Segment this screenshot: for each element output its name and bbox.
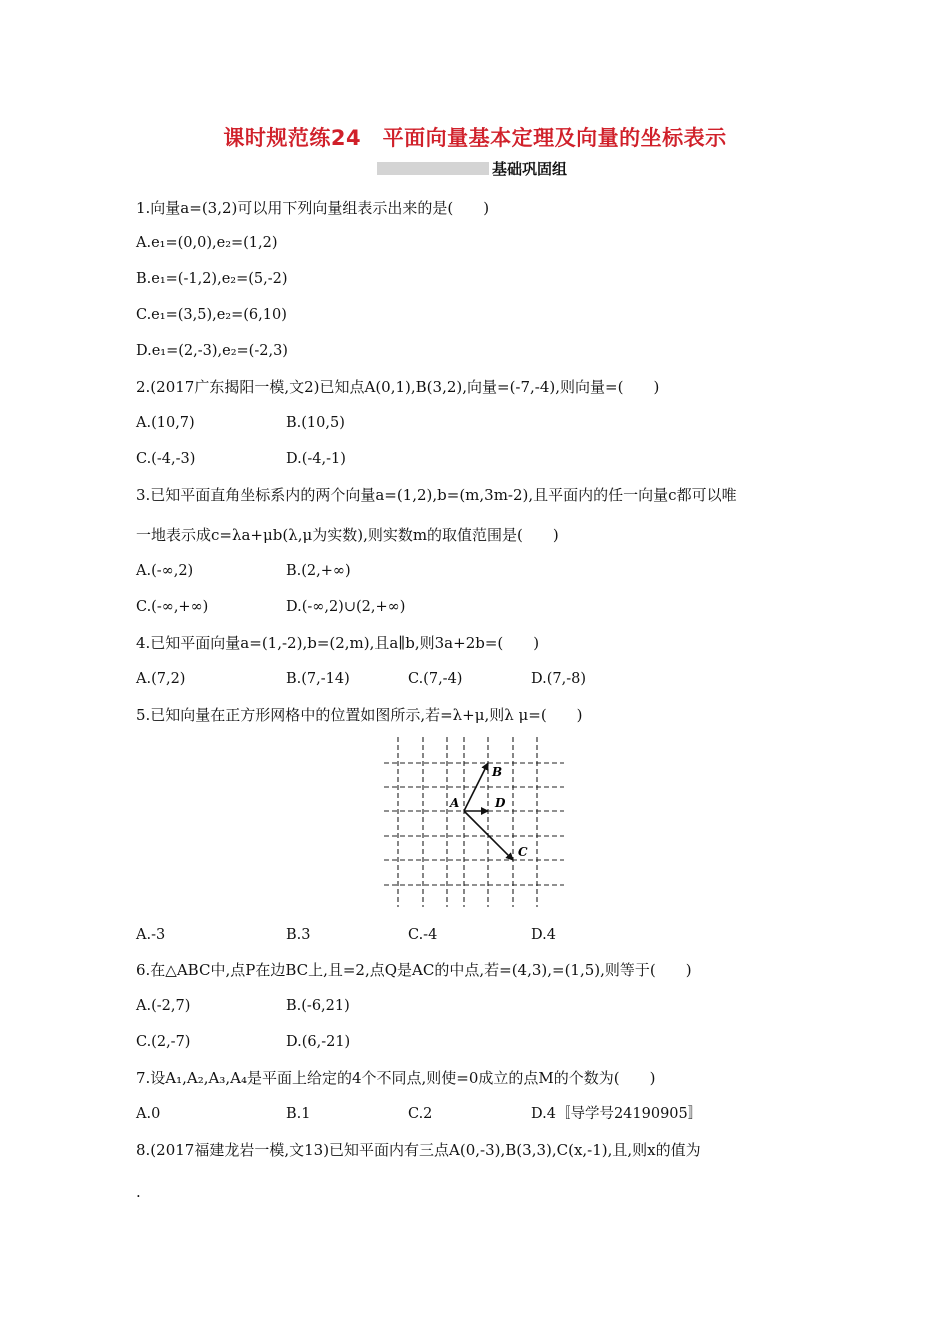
question-7-option-a: A.0 <box>136 1106 161 1122</box>
question-1-stem: 1.向量a=(3,2)可以用下列向量组表示出来的是( ) <box>136 199 490 217</box>
question-8-stem-line2: . <box>136 1183 141 1201</box>
question-6-option-d: D.(6,-21) <box>286 1034 351 1050</box>
question-2-option-d: D.(-4,-1) <box>286 451 346 467</box>
question-5-option-a: A.-3 <box>136 927 166 943</box>
question-4-option-a: A.(7,2) <box>136 671 186 687</box>
question-7-option-d: D.4〚导学号24190905〛 <box>531 1106 703 1122</box>
question-2-option-b: B.(10,5) <box>286 415 345 431</box>
point-label-d: D <box>495 796 506 810</box>
point-label-a: A <box>450 796 460 810</box>
page-title: 课时规范练24 平面向量基本定理及向量的坐标表示 <box>223 126 727 150</box>
question-5-option-c: C.-4 <box>408 927 438 943</box>
question-2-stem: 2.(2017广东揭阳一模,文2)已知点A(0,1),B(3,2),向量=(-7,-4),则向量=( ) <box>136 378 660 396</box>
question-1-option-c: C.e₁=(3,5),e₂=(6,10) <box>136 307 287 323</box>
question-1-option-b: B.e₁=(-1,2),e₂=(5,-2) <box>136 271 288 287</box>
question-7-option-c: C.2 <box>408 1106 433 1122</box>
question-2-option-c: C.(-4,-3) <box>136 451 196 467</box>
question-3-option-d: D.(-∞,2)∪(2,+∞) <box>286 599 406 615</box>
question-5-option-b: B.3 <box>286 927 311 943</box>
question-4-stem: 4.已知平面向量a=(1,-2),b=(2,m),且a∥b,则3a+2b=( ) <box>136 634 540 652</box>
section-label: 基础巩固组 <box>492 160 568 178</box>
question-5-option-d: D.4 <box>531 927 556 943</box>
question-3-option-b: B.(2,+∞) <box>286 563 351 579</box>
question-2-option-a: A.(10,7) <box>136 415 195 431</box>
question-7-stem: 7.设A₁,A₂,A₃,A₄是平面上给定的4个不同点,则使=0成立的点M的个数为( ) <box>136 1069 656 1087</box>
question-3-stem-line2: 一地表示成c=λa+μb(λ,μ为实数),则实数m的取值范围是( ) <box>136 526 559 544</box>
question-3-stem-line1: 3.已知平面直角坐标系内的两个向量a=(1,2),b=(m,3m-2),且平面内的任一向量c都可以唯 <box>136 486 737 504</box>
point-label-c: C <box>518 845 528 859</box>
question-7-option-b: B.1 <box>286 1106 311 1122</box>
question-8-stem-line1: 8.(2017福建龙岩一模,文13)已知平面内有三点A(0,-3),B(3,3),C(x,-1),且,则x的值为 <box>136 1141 701 1159</box>
question-5-stem: 5.已知向量在正方形网格中的位置如图所示,若=λ+μ,则λ μ=( ) <box>136 706 583 724</box>
section-bar <box>377 162 489 175</box>
question-6-option-c: C.(2,-7) <box>136 1034 191 1050</box>
question-3-option-a: A.(-∞,2) <box>136 563 194 579</box>
point-label-b: B <box>492 765 503 779</box>
question-4-option-b: B.(7,-14) <box>286 671 350 687</box>
question-1-option-a: A.e₁=(0,0),e₂=(1,2) <box>136 235 278 251</box>
question-6-option-a: A.(-2,7) <box>136 998 191 1014</box>
question-3-option-c: C.(-∞,+∞) <box>136 599 209 615</box>
question-4-option-d: D.(7,-8) <box>531 671 586 687</box>
question-1-option-d: D.e₁=(2,-3),e₂=(-2,3) <box>136 343 288 359</box>
question-6-option-b: B.(-6,21) <box>286 998 350 1014</box>
question-6-stem: 6.在△ABC中,点P在边BC上,且=2,点Q是AC的中点,若=(4,3),=(1,5),则等于( ) <box>136 961 692 979</box>
vector-grid-figure <box>384 737 564 907</box>
question-4-option-c: C.(7,-4) <box>408 671 463 687</box>
